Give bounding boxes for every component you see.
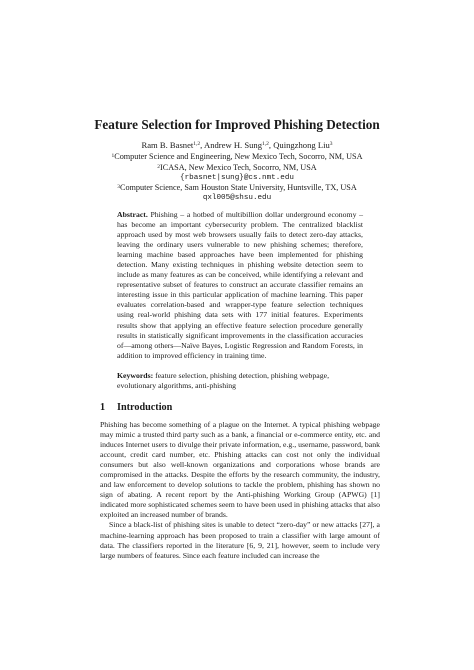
- affiliation-text: Computer Science and Engineering, New Mexico Tech, Socorro, NM, USA: [114, 152, 363, 161]
- affiliation-2: [0, 163, 474, 174]
- author-email: qxl005@shsu.edu: [202, 194, 272, 202]
- keywords-label: Keywords:: [117, 371, 154, 380]
- body-paragraph: Phishing has become something of a plague on the Internet. A typical phishing webpage may mimic a trusted third party such as a bank, a financial or e-commerce entity, etc. and induces Internet users to divulge their private information, e.g., username, password, bank account, credit card number, etc. Phishing attacks can cost not only the individual consumers but also well-known organizations and corporations whose brands are compromised in the attacks. Despite the efforts by the research community, the industry, and law enforcement to develop solutions to tackle the problem, phishing has shown no sign of abating. A recent report by the Anti-phishing Working Group (APWG) [1] indicated more sophisticated schemes seem to have been used in phishing attacks that also exploited an increased number of brands.: [100, 420, 380, 520]
- author-name: Andrew H. Sung: [204, 140, 263, 150]
- abstract-text: Phishing – a hotbed of multibillion dollar underground economy – has become an important cybersecurity problem. The centralized blacklist approach used by most web browsers usually fails to detect zero-day attacks, leaving the ordinary users vulnerable to new phishing schemes; therefore, learning machine based approaches have been implemented for phishing detection. Many existing techniques in phishing website detection seem to include as many features as can be conceived, while identifying a relevant and representative subset of features to construct an accurate classifier remains an interesting issue in this particular application of machine learning. This paper evaluates correlation-based and wrapper-type feature selection techniques using real-world phishing data sets with 177 initial features. Experiments results show that applying an effective feature selection procedure generally results in statistically significant improvements in the classification accuracies of—among others—Naïve Bayes, Logistic Regression and Random Forests, in addition to improved efficiency in training time.: [117, 210, 364, 360]
- section-number: 1: [100, 402, 106, 413]
- affiliation-1: [0, 152, 474, 163]
- affiliation-3: [0, 183, 474, 194]
- affiliation-text: ICASA, New Mexico Tech, Socorro, NM, USA: [160, 163, 317, 172]
- affiliation-mark: 3: [117, 184, 120, 190]
- keywords: [117, 371, 363, 391]
- section-title: Introduction: [117, 402, 173, 413]
- author-name: Quingzhong Liu: [273, 140, 330, 150]
- keywords-text: feature selection, phishing detection, phishing webpage, evolutionary algorithms, anti-phishing: [117, 371, 330, 391]
- author-email: {rbasnet|sung}@cs.nmt.edu: [180, 174, 294, 182]
- author-name: Ram B. Basnet: [141, 140, 194, 150]
- author-list: Ram B. Basnet$^{1,2}$, Andrew H. Sung$^{1,2}$, Quingzhong Liu$^3$: [141, 140, 333, 150]
- abstract-label: Abstract.: [117, 210, 148, 219]
- author-affiliation-mark: 1,2: [193, 141, 201, 147]
- section-body: [100, 420, 380, 561]
- affiliation-text: Computer Science, Sam Houston State University, Huntsville, TX, USA: [120, 183, 357, 192]
- author-affiliation-mark: 1,2: [262, 141, 269, 147]
- author-affiliation-mark: 3: [329, 141, 333, 147]
- section-heading: [100, 401, 172, 414]
- paper-title: Feature Selection for Improved Phishing Detection: [94, 117, 380, 132]
- affiliation-mark: 2: [157, 164, 161, 170]
- affiliation-mark: 1: [111, 153, 115, 159]
- abstract: [117, 210, 363, 361]
- body-paragraph: Since a black-list of phishing sites is unable to detect “zero-day” or new attacks [27], a machine-learning approach has been proposed to train a classifier with large amount of data. The classifiers reported in the literature [6, 9, 21], however, seem to include very large numbers of features. Since each feature included can increase the: [100, 520, 380, 560]
